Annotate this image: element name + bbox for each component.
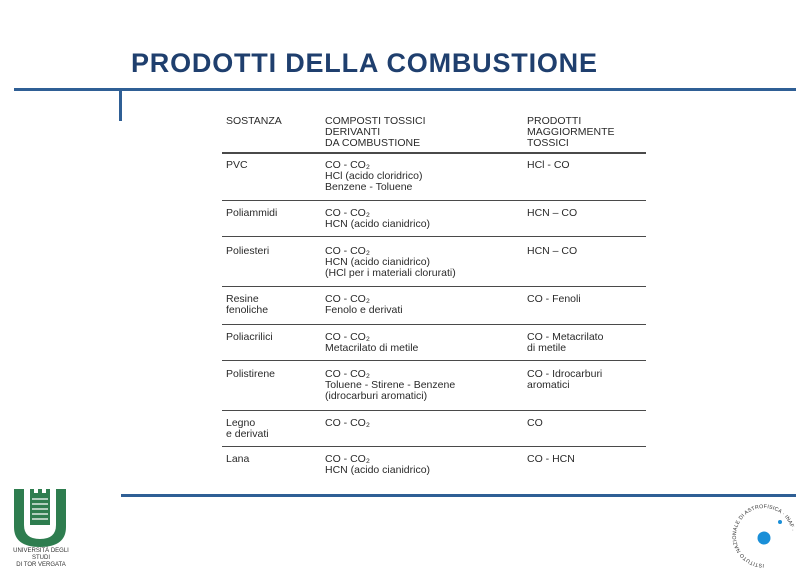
table-cell-sostanza: Poliammidi (226, 207, 278, 219)
table-row-rule (222, 200, 646, 201)
table-cell-prodotti: CO - Idrocarburi aromatici (527, 368, 603, 391)
divider-tick (119, 91, 122, 121)
table-cell-composti: CO - CO₂ HCl (acido cloridrico) Benzene - Toluene (325, 159, 423, 193)
inaf-ring-text: ISTITUTO NAZIONALE DI ASTROFISICA · INAF · (731, 503, 796, 569)
header-composti: COMPOSTI TOSSICI DERIVANTI DA COMBUSTIONE (325, 115, 426, 149)
table-cell-sostanza: Resine fenoliche (226, 293, 269, 316)
table-cell-composti: CO - CO₂ Metacrilato di metile (325, 331, 419, 354)
table-row-rule (222, 286, 646, 287)
table-cell-composti: CO - CO₂ HCN (acido cianidrico) (325, 453, 431, 476)
table-header-rule (222, 152, 646, 154)
table-row-rule (222, 360, 646, 361)
table-cell-composti: CO - CO₂ Fenolo e derivati (325, 293, 403, 316)
combustion-products-table (222, 112, 646, 480)
table-cell-prodotti: CO - Fenoli (527, 293, 581, 305)
header-sostanza: SOSTANZA (226, 115, 282, 127)
table-cell-prodotti: HCN – CO (527, 245, 578, 257)
table-cell-composti: CO - CO₂ Toluene - Stirene - Benzene (idrocarburi aromatici) (325, 368, 456, 402)
table-cell-composti: CO - CO₂ HCN (acido cianidrico) (325, 207, 431, 230)
table-cell-prodotti: CO (527, 417, 543, 429)
inaf-logo (722, 498, 806, 570)
table-cell-composti: CO - CO₂ HCN (acido cianidrico) (HCl per i materiali clorurati) (325, 245, 456, 279)
table-cell-composti: CO - CO₂ (325, 417, 370, 429)
table-cell-prodotti: CO - Metacrilato di metile (527, 331, 604, 354)
header-prodotti: PRODOTTI MAGGIORMENTE TOSSICI (527, 115, 615, 149)
table-cell-sostanza: Polistirene (226, 368, 276, 380)
university-caption: UNIVERSITÀ DEGLI STUDI DI TOR VERGATA (13, 548, 69, 568)
table-row-rule (222, 324, 646, 325)
table-cell-sostanza: Poliacrilici (226, 331, 273, 343)
inaf-dot-icon (758, 532, 771, 545)
table-row-rule (222, 410, 646, 411)
table-cell-prodotti: HCN – CO (527, 207, 578, 219)
table-cell-sostanza: Legno e derivati (226, 417, 269, 440)
table-row-rule (222, 446, 646, 447)
table-cell-sostanza: Poliesteri (226, 245, 270, 257)
table-cell-sostanza: PVC (226, 159, 248, 171)
page-title: PRODOTTI DELLA COMBUSTIONE (131, 48, 598, 78)
bottom-divider (121, 494, 796, 497)
table-cell-prodotti: CO - HCN (527, 453, 575, 465)
table-cell-prodotti: HCl - CO (527, 159, 570, 171)
table-row-rule (222, 236, 646, 237)
table-cell-sostanza: Lana (226, 453, 250, 465)
top-divider (14, 88, 796, 91)
